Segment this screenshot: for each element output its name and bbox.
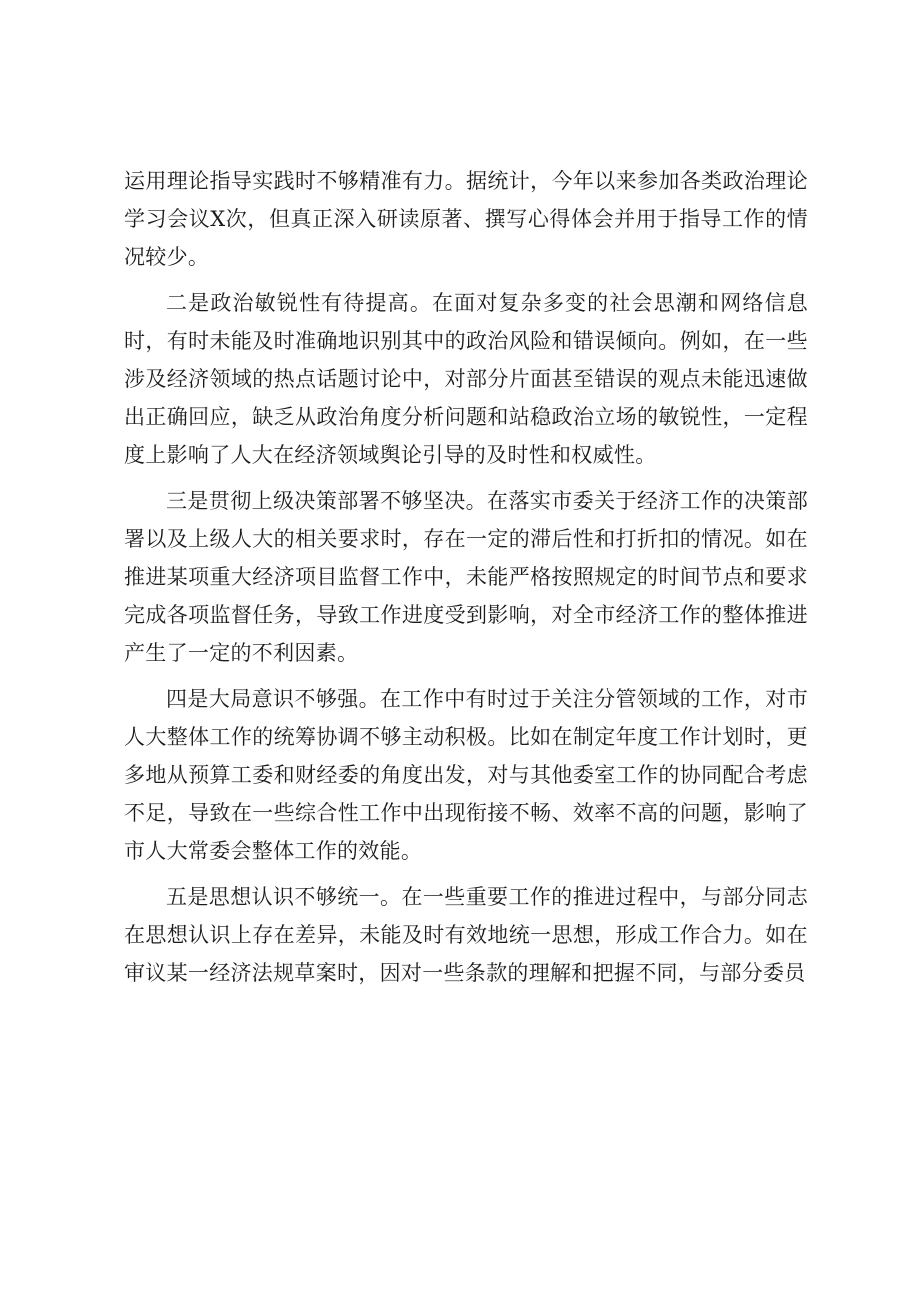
paragraph-political-sensitivity: 二是政治敏锐性有待提高。在面对复杂多变的社会思潮和网络信息时，有时未能及时准确地识别其中的政治风险和错误倾向。例如，在一些涉及经济领域的热点话题讨论中，对部分片面甚至错误的观点未能迅速做出正确回应，缺乏从政治角度分析问题和站稳政治立场的敏锐性，一定程度上影响了人大在经济领域舆论引导的及时性和权威性。 bbox=[124, 290, 808, 468]
paragraph-overall-awareness: 四是大局意识不够强。在工作中有时过于关注分管领域的工作，对市人大整体工作的统筹协调不够主动积极。比如在制定年度工作计划时，更多地从预算工委和财经委的角度出发，对与其他委室工作的协同配合考虑不足，导致在一些综合性工作中出现衔接不畅、效率不高的问题，影响了市人大常委会整体工作的效能。 bbox=[124, 686, 808, 864]
paragraph-implementing-decisions: 三是贯彻上级决策部署不够坚决。在落实市委关于经济工作的决策部署以及上级人大的相关要求时，存在一定的滞后性和打折扣的情况。如在推进某项重大经济项目监督工作中，未能严格按照规定的时间节点和要求完成各项监督任务，导致工作进度受到影响，对全市经济工作的整体推进产生了一定的不利因素。 bbox=[124, 488, 808, 666]
paragraph-ideological-unity: 五是思想认识不够统一。在一些重要工作的推进过程中，与部分同志在思想认识上存在差异，未能及时有效地统一思想，形成工作合力。如在审议某一经济法规草案时，因对一些条款的理解和把握不同，与部分委员 bbox=[124, 884, 808, 986]
paragraph-continuation: 运用理论指导实践时不够精准有力。据统计，今年以来参加各类政治理论学习会议X次，但真正深入研读原著、撰写心得体会并用于指导工作的情况较少。 bbox=[124, 169, 808, 270]
document-body bbox=[124, 162, 808, 999]
